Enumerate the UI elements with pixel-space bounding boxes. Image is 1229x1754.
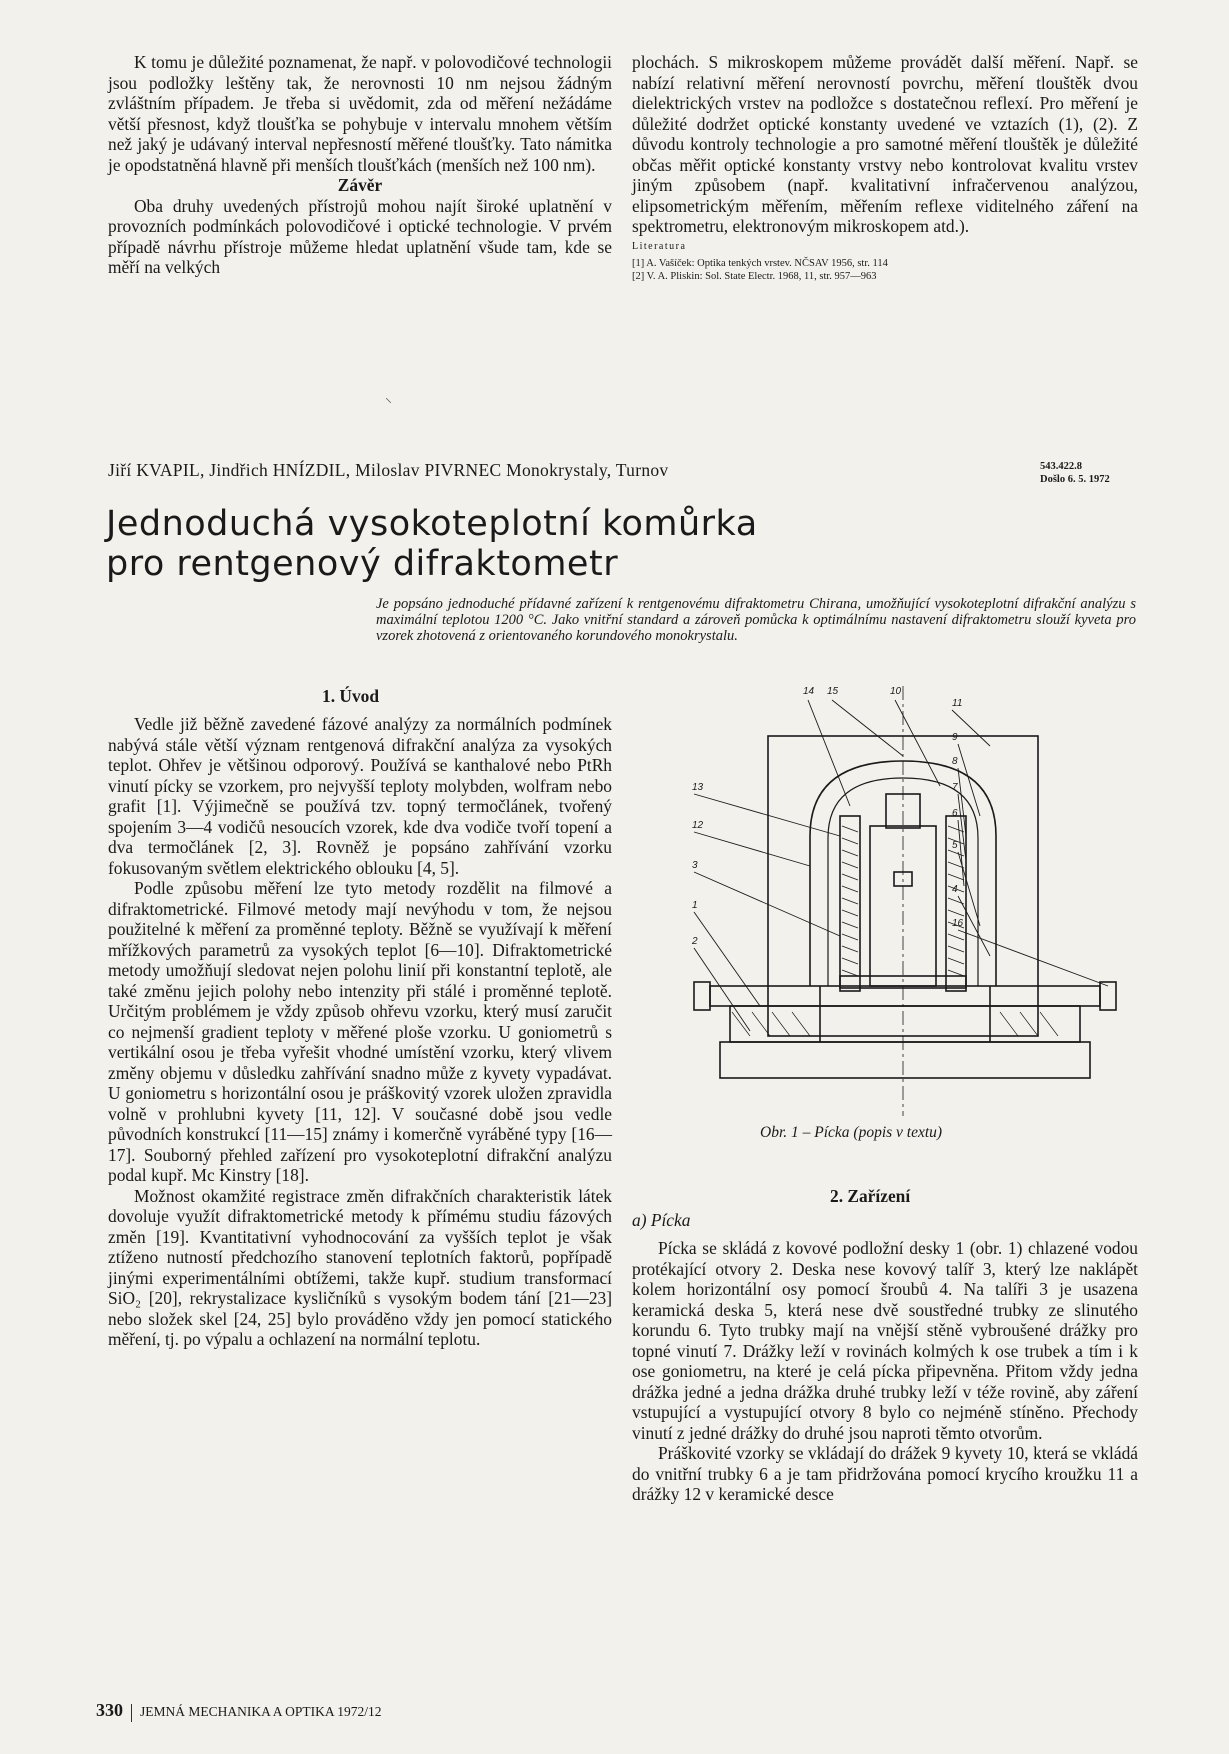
received-date: Došlo 6. 5. 1972 bbox=[1040, 474, 1110, 485]
section-heading-uvod: 1. Úvod bbox=[322, 686, 380, 706]
figure-label: 4 bbox=[952, 884, 958, 895]
figure-furnace-drawing bbox=[690, 686, 1120, 1121]
article-authors: Jiří KVAPIL, Jindřich HNÍZDIL, Miloslav PIVRNEC Monokrystaly, Turnov bbox=[108, 460, 669, 480]
figure-caption: Obr. 1 – Pícka (popis v textu) bbox=[760, 1124, 943, 1141]
paragraph: K tomu je důležité poznamenat, že např. v polovodičové technologii jsou podložky leštěny tak, že nerovnosti 10 nm nejsou žádným zvláštním případem. Je třeba si uvědomit, zda od měření nežádáme větší přesnost, když tloušťka se pohybuje v intervalu mnohem větším než jaký je udávaný interval nepřesností měřené tloušťky. Tato námitka je opodstatněná hlavně při menších tloušťkách (menších než 100 nm). bbox=[108, 52, 612, 175]
figure-label: 2 bbox=[692, 936, 698, 947]
print-mark: ⸜ bbox=[385, 391, 392, 406]
top-left-column bbox=[108, 52, 612, 278]
title-line: Jednoduchá vysokoteplotní komůrka bbox=[106, 504, 758, 544]
figure-label: 8 bbox=[952, 756, 958, 767]
subsection-heading-picka: a) Pícka bbox=[632, 1210, 691, 1230]
lower-right-column bbox=[632, 1238, 1138, 1505]
figure-label: 10 bbox=[890, 686, 902, 697]
figure-label: 15 bbox=[827, 686, 839, 697]
paragraph: Práškovité vzorky se vkládají do drážek 9 kyvety 10, která se vkládá do vnitřní trubky 6 a je tam přidržována pomocí krycího kroužku 11 a drážky 12 v keramické desce bbox=[632, 1443, 1138, 1504]
article-meta bbox=[1040, 460, 1110, 486]
page-number: 330 bbox=[96, 1700, 123, 1720]
paragraph: plochách. S mikroskopem můžeme provádět další měření. Např. se nabízí relativní měření nerovností povrchu, měření tlouštěk dvou dielektrických vrstev na podložce s dostatečnou reflexí. Pro měření je důležité dodržet optické konstanty uvedené ve vztazích (1), (2). Z důvodu kontroly technologie a pro samotné měření tlouštěk je důležité občas měřit optické konstanty vrstvy nebo kontrolovat kvalitu vrstev jiným způsobem (např. kvalitativní infračervenou analýzou, elipsometrickým měřením, měřením reflexe viditelného záření na spektrometru, elektronovým mikroskopem atd.). bbox=[632, 52, 1138, 236]
article-abstract: Je popsáno jednoduché přídavné zařízení k rentgenovému difraktometru Chirana, umožňující vysokoteplotní difrakční analýzu s maximální teplotou 1200 °C. Jako vnitřní standard a zároveň pomůcka k optimálnímu nastavení difraktometru slouží kyveta pro vzorek zhotovená z orientovaného korundového monokrystalu. bbox=[376, 596, 1136, 644]
figure-label: 16 bbox=[952, 918, 964, 929]
reference-item: [1] A. Vašíček: Optika tenkých vrstev. NČSAV 1956, str. 114 bbox=[632, 258, 888, 269]
figure-label: 5 bbox=[952, 840, 958, 851]
paragraph: Pícka se skládá z kovové podložní desky 1 (obr. 1) chlazené vodou protékající otvory 2. Deska nese kovový talíř 3, který lze naklápět kolem horizontální osy pomocí šroubů 4. Na talíři 3 je usazena keramická deska 5, která nese dvě soustředné trubky ze slinutého korundu 6. Tyto trubky mají na vnější stěně vybroušené drážky pro topné vinutí 7. Drážky leží v rovinách kolmých k ose trubek a tím i k ose goniometru, na které je celá pícka připevněna. Přitom vždy jedna drážka jedné a jedna drážka druhé trubky leží v téže rovině, aby záření vstupující a vystupující otvory 8 bylo co nejméně stíněno. Přechody vinutí z jedné drážky do druhé jsou naproti těmto otvorům. bbox=[632, 1238, 1138, 1443]
paragraph: Oba druhy uvedených přístrojů mohou najít široké uplatnění v provozních podmínkách polovodičové i optické technologie. V prvém případě návrhu přístroje můžeme hledat uplatnění všude tam, kde se měří na velkých bbox=[108, 195, 612, 277]
footer-divider bbox=[131, 1704, 132, 1722]
section-heading-zaver: Závěr bbox=[337, 175, 383, 195]
reference-item: [2] V. A. Pliskin: Sol. State Electr. 1968, 11, str. 957—963 bbox=[632, 271, 877, 282]
paragraph: Podle způsobu měření lze tyto metody rozdělit na filmové a difraktometrické. Filmové metody mají nevýhodu v tom, že nejsou použitelné k měření za proměnné teploty. Běžně se využívají k měření mřížkových parametrů za vysokých teplot [6—10]. Difraktometrické metody umožňují sledovat nejen polohu linií při konstantní teplotě, ale také změnu jejich polohy nebo intenzity při stálé i proměnné teplotě. Určitým problémem je vždy způsob ohřevu vzorku, který musí zaručit co nejmenší gradient teploty v měřené ploše vzorku. U goniometrů s vertikální osou je třeba vyřešit vhodné umístění vzorku, který vlivem změny objemu v důsledku zahřívání snadno může z kyvety vypadávat. U goniometru s horizontální osou je práškovitý vzorek uložen zpravidla volně v prohlubni kyvety [11, 12]. V současné době jsou vedle původních konstrukcí [11—15] známy i komerčně vyráběné typy [16—17]. Souborný přehled zařízení pro vysokoteplotní difrakční analýzu podal kupř. Mc Kinstry [18]. bbox=[108, 878, 612, 1185]
figure-label: 1 bbox=[692, 900, 698, 911]
article-title bbox=[106, 504, 758, 584]
title-line: pro rentgenový difraktometr bbox=[106, 544, 619, 584]
literature-heading: Literatura bbox=[632, 240, 687, 252]
figure-label: 9 bbox=[952, 732, 958, 743]
furnace-diagram bbox=[690, 686, 1120, 1116]
figure-label: 13 bbox=[692, 782, 704, 793]
section-heading-zarizeni: 2. Zařízení bbox=[830, 1186, 911, 1206]
figure-label: 11 bbox=[952, 698, 963, 709]
figure-label: 12 bbox=[692, 820, 704, 831]
paragraph: Možnost okamžité registrace změn difrakčních charakteristik látek dovoluje využít difraktometrické metody k přímému studiu fázových změn [19]. Kvantitativní vyhodnocování za vyšších teplot je však ztíženo nutností předchozího stanovení teplotních faktorů, popřípadě jinými experimentálními obtížemi, takže kupř. studium transformací SiO₂ [20], rekrystalizace kysličníků s vysokým bodem tání [21—23] nebo složek skel [24, 25] bylo prováděno vždy jen pomocí statického měření, tj. po výpalu a ochlazení na normální teplotu. bbox=[108, 1185, 612, 1349]
paragraph: Vedle již běžně zavedené fázové analýzy za normálních podmínek nabývá stále větší význam rentgenová difrakční analýza za vysokých teplot. Ohřev je většinou odporový. Používá se kanthalové nebo PtRh vinutí pícky se vzorkem, pro nejvyšší teploty molybden, wolfram nebo grafit [1]. Výjimečně se používá tzv. topný termočlánek, tvořený spojením 3—4 vodičů nesoucích vzorek, kde dva vodiče tvoří topení a dva termočlánek [2, 3]. Rovněž je popsáno zahřívání vzorku fokusovaným světlem elektrického oblouku [4, 5]. bbox=[108, 714, 612, 878]
udc-code: 543.422.8 bbox=[1040, 461, 1082, 472]
figure-label: 7 bbox=[952, 782, 958, 793]
figure-label: 14 bbox=[803, 686, 815, 697]
lower-left-column bbox=[108, 714, 612, 1350]
figure-label: 6 bbox=[952, 808, 958, 819]
journal-name: JEMNÁ MECHANIKA A OPTIKA 1972/12 bbox=[140, 1704, 382, 1719]
page-footer bbox=[96, 1700, 382, 1722]
top-right-column bbox=[632, 52, 1138, 283]
figure-label: 3 bbox=[692, 860, 698, 871]
